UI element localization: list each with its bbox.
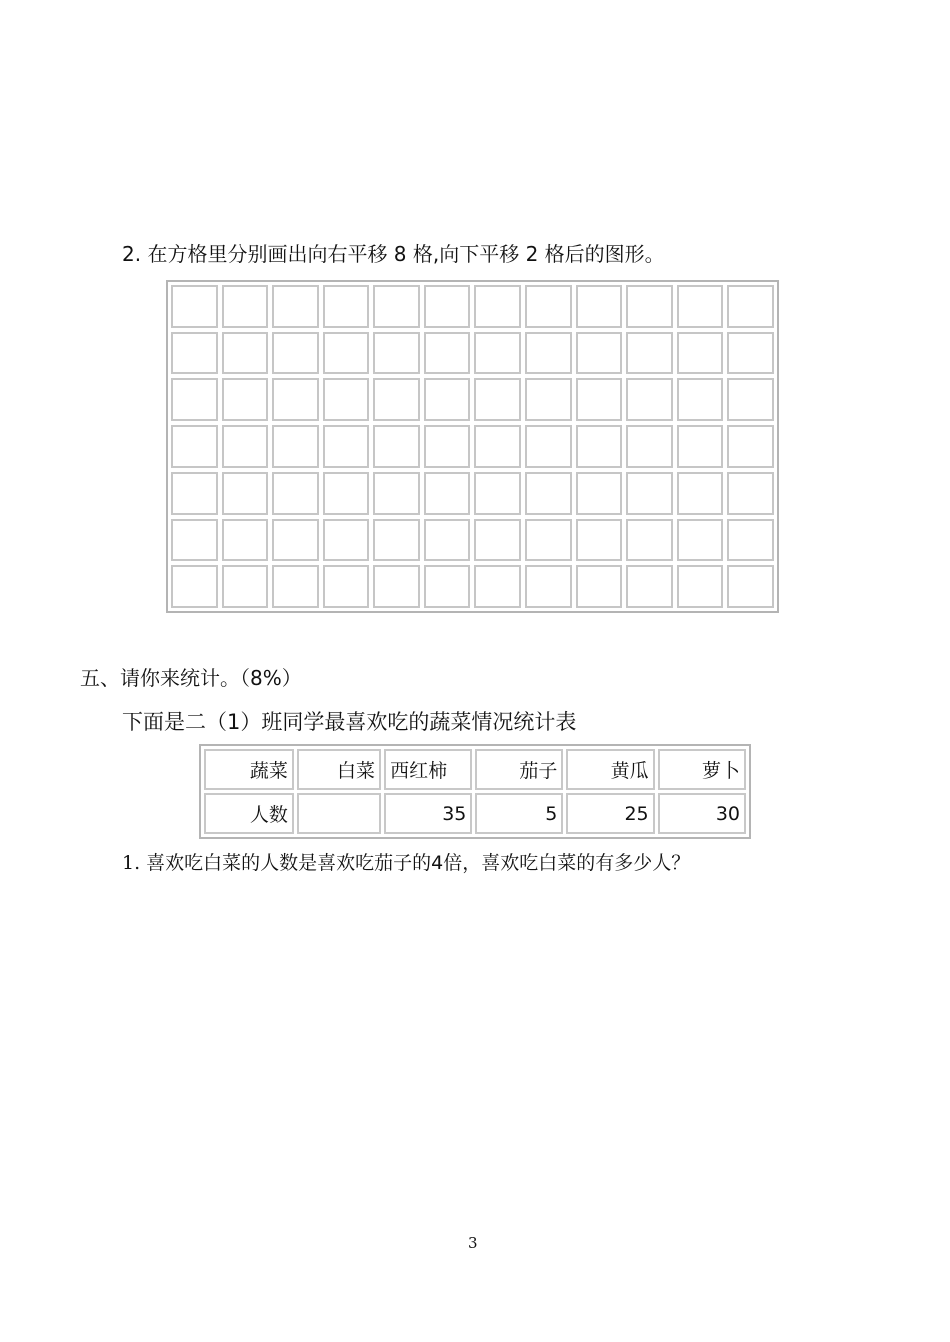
question-1-number: 4 (431, 852, 444, 874)
grid-cell[interactable] (727, 378, 774, 421)
grid-cell[interactable] (272, 425, 319, 468)
table-cell: 西红柿 (384, 749, 472, 790)
grid-cell[interactable] (474, 472, 521, 515)
grid-cell[interactable] (323, 378, 370, 421)
grid-cell[interactable] (626, 285, 673, 328)
grid-cell[interactable] (272, 472, 319, 515)
grid-cell[interactable] (474, 425, 521, 468)
grid-cell[interactable] (677, 472, 724, 515)
grid-cell[interactable] (323, 285, 370, 328)
table-cell: 茄子 (475, 749, 563, 790)
grid-cell[interactable] (677, 285, 724, 328)
table-cell: 蔬菜 (204, 749, 294, 790)
vegetable-stat-table (199, 744, 751, 839)
table-cell: 25 (566, 793, 654, 834)
table-cell: 黄瓜 (566, 749, 654, 790)
grid-cell[interactable] (222, 425, 269, 468)
grid-cell[interactable] (373, 332, 420, 375)
table-cell: 人数 (204, 793, 294, 834)
grid-cell[interactable] (222, 285, 269, 328)
table-row (204, 793, 746, 834)
grid-cell[interactable] (171, 425, 218, 468)
grid-cell[interactable] (272, 519, 319, 562)
grid-cell[interactable] (677, 425, 724, 468)
grid-cell[interactable] (222, 378, 269, 421)
section-5-heading-pct: 8% (250, 666, 282, 690)
table-cell: 白菜 (297, 749, 381, 790)
grid-cell[interactable] (272, 285, 319, 328)
grid-cell[interactable] (323, 425, 370, 468)
grid-cell[interactable] (677, 378, 724, 421)
grid-cell[interactable] (323, 519, 370, 562)
grid-cell[interactable] (525, 285, 572, 328)
grid-cell[interactable] (373, 565, 420, 608)
grid-cell[interactable] (171, 565, 218, 608)
grid-cell[interactable] (272, 565, 319, 608)
grid-cell[interactable] (677, 565, 724, 608)
grid-cell[interactable] (576, 285, 623, 328)
grid-cell[interactable] (474, 519, 521, 562)
grid-cell[interactable] (727, 519, 774, 562)
grid-cell[interactable] (323, 472, 370, 515)
grid-cell[interactable] (576, 332, 623, 375)
grid-cell[interactable] (626, 472, 673, 515)
grid-cell[interactable] (525, 519, 572, 562)
grid-cell[interactable] (171, 472, 218, 515)
table-caption: 下面是二（1）班同学最喜欢吃的蔬菜情况统计表 (122, 710, 577, 734)
grid-cell[interactable] (576, 378, 623, 421)
table-header-row (204, 749, 746, 790)
grid-cell[interactable] (171, 378, 218, 421)
grid-cell[interactable] (222, 472, 269, 515)
grid-cell[interactable] (626, 332, 673, 375)
grid-cell[interactable] (626, 378, 673, 421)
grid-cell[interactable] (727, 425, 774, 468)
grid-cell[interactable] (171, 285, 218, 328)
grid-cell[interactable] (677, 519, 724, 562)
grid-cell[interactable] (576, 519, 623, 562)
grid-cell[interactable] (474, 378, 521, 421)
question-1-prefix: 1. 喜欢吃白菜的人数是喜欢吃茄子的 (122, 852, 432, 874)
grid-cell[interactable] (424, 425, 471, 468)
grid-cell[interactable] (525, 332, 572, 375)
grid-cell[interactable] (424, 332, 471, 375)
grid-cell[interactable] (272, 378, 319, 421)
grid-cell[interactable] (373, 472, 420, 515)
grid-cell[interactable] (474, 285, 521, 328)
table-cell: 35 (384, 793, 472, 834)
grid-cell[interactable] (727, 332, 774, 375)
grid-cell[interactable] (626, 565, 673, 608)
section-5-heading-suffix: ） (281, 666, 302, 690)
grid-cell[interactable] (323, 565, 370, 608)
grid-cell[interactable] (727, 285, 774, 328)
table-cell: 5 (475, 793, 563, 834)
grid-cell[interactable] (171, 519, 218, 562)
grid-cell[interactable] (373, 378, 420, 421)
grid-cell[interactable] (373, 425, 420, 468)
question-2-text: 2. 在方格里分别画出向右平移 8 格,向下平移 2 格后的图形。 (122, 242, 665, 266)
grid-cell[interactable] (727, 472, 774, 515)
grid-cell[interactable] (222, 332, 269, 375)
grid-cell[interactable] (222, 565, 269, 608)
grid-cell[interactable] (424, 472, 471, 515)
grid-cell[interactable] (424, 519, 471, 562)
page-number: 3 (468, 1234, 478, 1252)
grid-cell[interactable] (424, 565, 471, 608)
grid-cell[interactable] (171, 332, 218, 375)
grid-cell[interactable] (373, 519, 420, 562)
grid-cell[interactable] (576, 425, 623, 468)
grid-cell[interactable] (474, 332, 521, 375)
grid-cell[interactable] (424, 285, 471, 328)
grid-cell[interactable] (576, 565, 623, 608)
grid-cell[interactable] (576, 472, 623, 515)
grid-cell[interactable] (373, 285, 420, 328)
grid-cell[interactable] (222, 519, 269, 562)
grid-cell[interactable] (323, 332, 370, 375)
section-5-heading (80, 662, 302, 691)
grid-cell[interactable] (424, 378, 471, 421)
grid-cell[interactable] (626, 519, 673, 562)
grid-cell[interactable] (626, 425, 673, 468)
question-1-suffix: 倍，喜欢吃白菜的有多少人？ (443, 852, 691, 874)
grid-cell[interactable] (525, 565, 572, 608)
grid-cell[interactable] (677, 332, 724, 375)
cabbage-count-blank[interactable] (297, 793, 381, 834)
table-cell: 萝卜 (658, 749, 746, 790)
grid-cell[interactable] (272, 332, 319, 375)
grid-cell[interactable] (474, 565, 521, 608)
question-1-text (122, 848, 690, 875)
grid-cell[interactable] (525, 378, 572, 421)
table-cell: 30 (658, 793, 746, 834)
drawing-grid[interactable] (166, 280, 779, 613)
section-5-heading-prefix: 五、请你来统计。（ (80, 666, 250, 690)
grid-cell[interactable] (727, 565, 774, 608)
grid-cell[interactable] (525, 425, 572, 468)
grid-cell[interactable] (525, 472, 572, 515)
